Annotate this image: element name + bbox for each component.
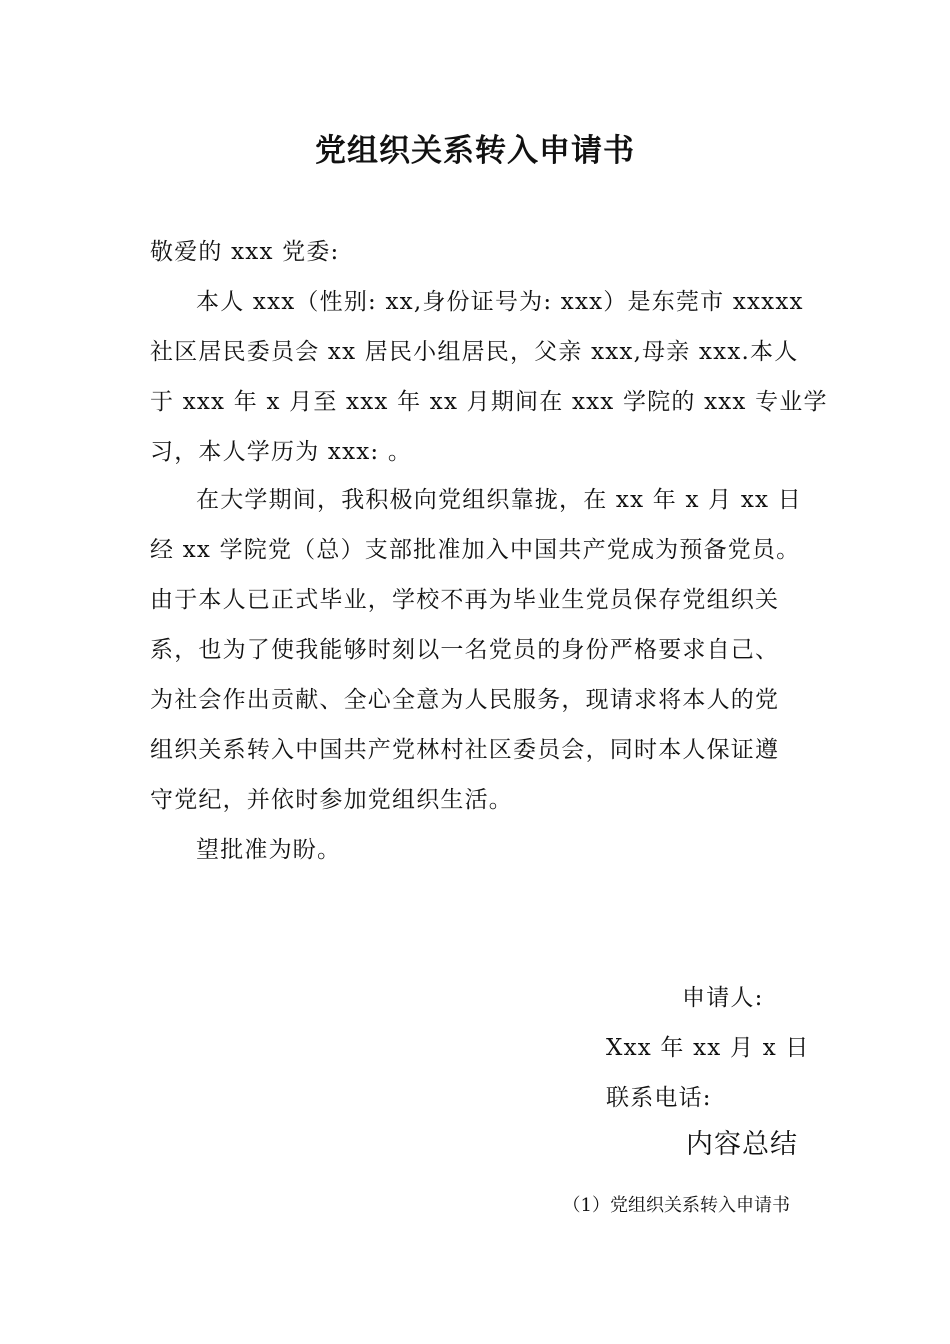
paragraph-personal-info	[150, 277, 828, 477]
document-title: 党组织关系转入申请书	[315, 133, 635, 169]
signature-applicant: 申请人:	[682, 985, 764, 1011]
closing-line: 望批准为盼。	[196, 837, 342, 863]
paragraph-line: 本人 xxx（性别: xx,身份证号为: xxx）是东莞市 xxxxx	[196, 289, 804, 315]
paragraph-line: 于 xxx 年 x 月至 xxx 年 xx 月期间在 xxx 学院的 xxx 专业学	[150, 389, 828, 415]
paragraph-closing	[150, 825, 810, 875]
summary-item: （1）党组织关系转入申请书	[562, 1195, 790, 1216]
signature-date: Xxx 年 xx 月 x 日	[606, 1035, 810, 1061]
salutation	[150, 227, 810, 277]
paragraph-line: 习，本人学历为 xxx: 。	[150, 439, 413, 465]
paragraph-line: 守党纪，并依时参加党组织生活。	[150, 787, 513, 813]
salutation-line: 敬爱的 xxx 党委:	[150, 239, 340, 265]
paragraph-line: 由于本人已正式毕业，学校不再为毕业生党员保存党组织关	[150, 587, 780, 613]
paragraph-line: 组织关系转入中国共产党林村社区委员会，同时本人保证遵	[150, 737, 780, 763]
paragraph-line: 为社会作出贡献、全心全意为人民服务，现请求将本人的党	[150, 687, 780, 713]
paragraph-line: 经 xx 学院党（总）支部批准加入中国共产党成为预备党员。	[150, 537, 801, 563]
signature-phone: 联系电话:	[606, 1085, 712, 1111]
paragraph-request	[150, 475, 810, 825]
paragraph-line: 系，也为了使我能够时刻以一名党员的身份严格要求自己、	[150, 637, 780, 663]
summary-heading: 内容总结	[686, 1129, 798, 1160]
paragraph-line: 社区居民委员会 xx 居民小组居民，父亲 xxx,母亲 xxx.本人	[150, 339, 799, 365]
paragraph-line: 在大学期间，我积极向党组织靠拢，在 xx 年 x 月 xx 日	[196, 487, 802, 513]
